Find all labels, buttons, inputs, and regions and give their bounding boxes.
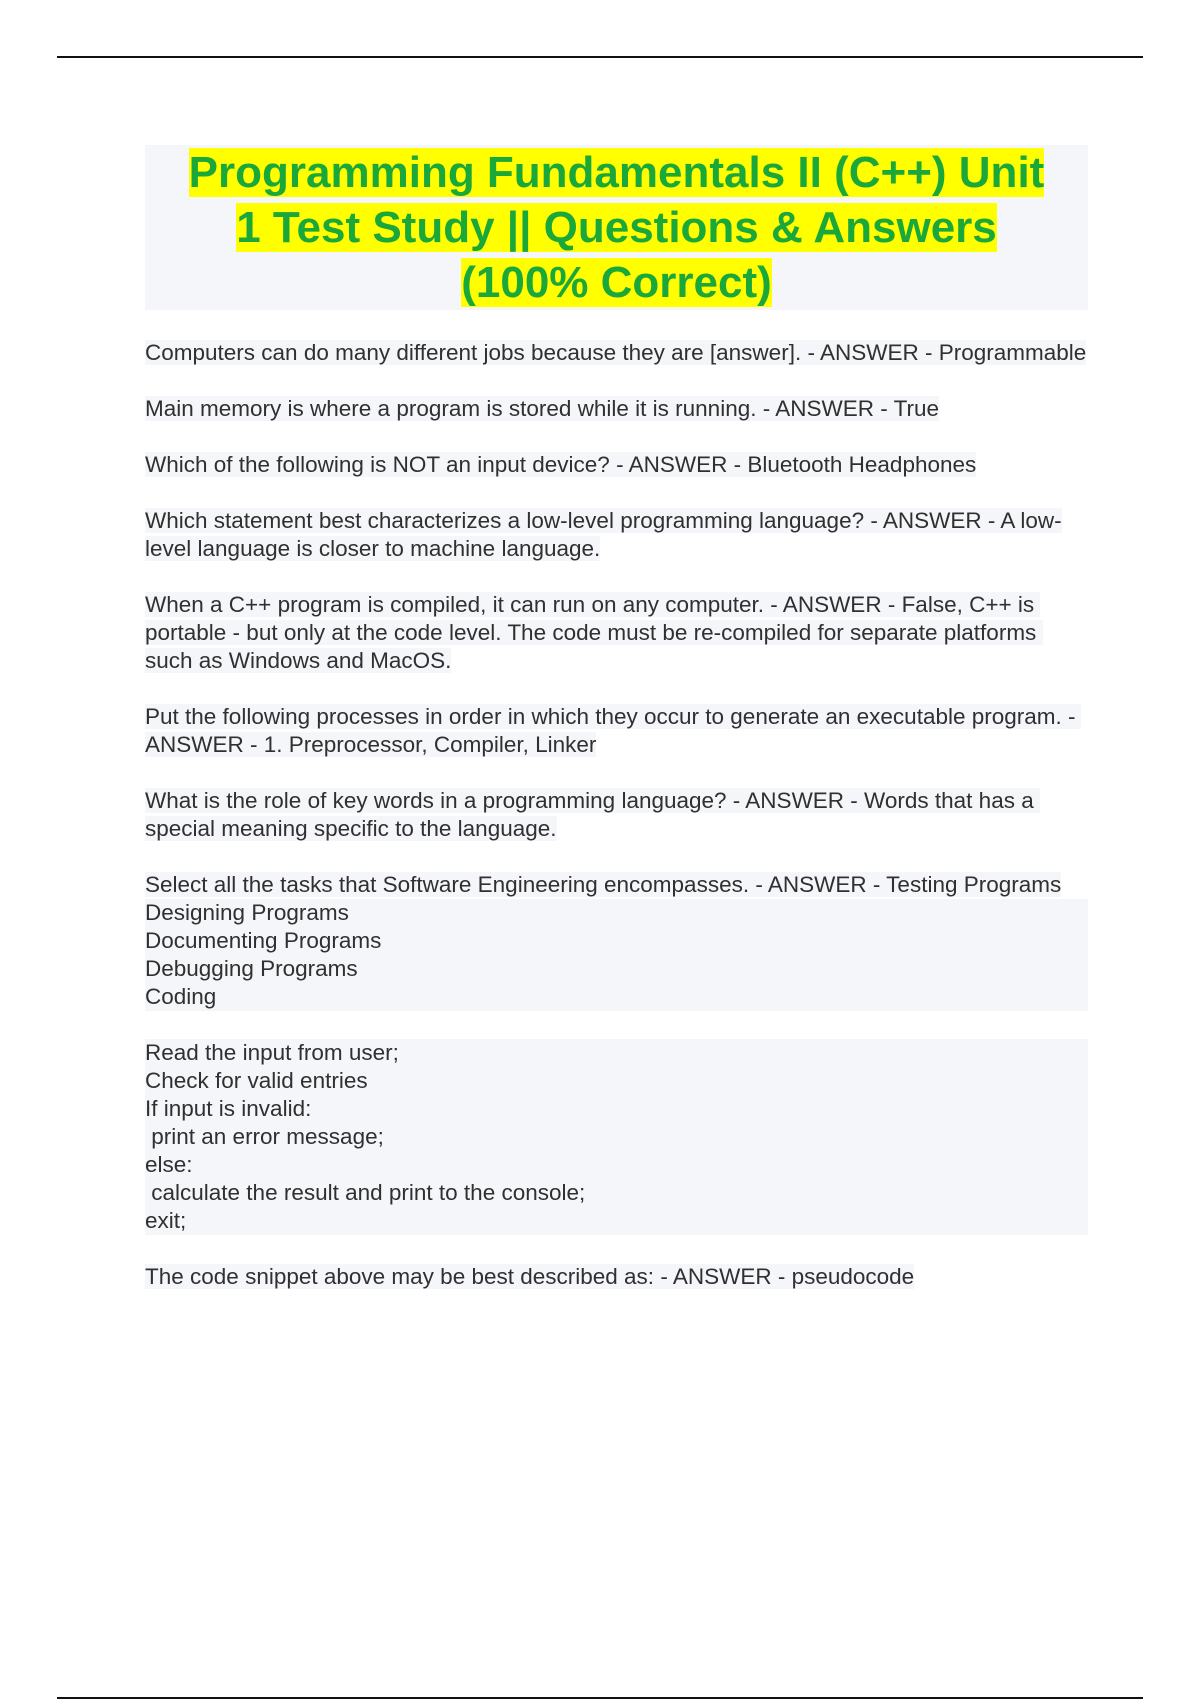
answer-text: Coding	[145, 984, 217, 1009]
code-line	[145, 1207, 1088, 1235]
qa-text: Select all the tasks that Software Engineering encompasses. - ANSWER - Testing Programs	[145, 872, 1062, 897]
pseudocode-block	[145, 1039, 1088, 1235]
document-title	[145, 145, 1088, 310]
answer-text: Debugging Programs	[145, 956, 358, 981]
code-text: print an error message;	[145, 1124, 384, 1149]
qa-item	[145, 339, 1088, 367]
answer-line	[145, 927, 1088, 955]
code-text: Read the input from user;	[145, 1040, 399, 1065]
qa-item	[145, 451, 1088, 479]
qa-text: Put the following processes in order in which they occur to generate an executable program. - ANSWER - 1. Preprocessor, Compiler, Linker	[145, 704, 1081, 757]
top-rule	[57, 56, 1143, 58]
qa-text: What is the role of key words in a programming language? - ANSWER - Words that has a special meaning specific to the language.	[145, 788, 1040, 841]
qa-item	[145, 787, 1088, 843]
answer-line	[145, 899, 1088, 927]
qa-item	[145, 1263, 1088, 1291]
title-line-1: Programming Fundamentals II (C++) Unit	[188, 148, 1045, 197]
qa-text: The code snippet above may be best described as: - ANSWER - pseudocode	[145, 1264, 915, 1289]
qa-text: Main memory is where a program is stored while it is running. - ANSWER - True	[145, 396, 940, 421]
code-line	[145, 1179, 1088, 1207]
title-line-3: (100% Correct)	[461, 258, 772, 307]
code-text: calculate the result and print to the console;	[145, 1180, 586, 1205]
code-text: If input is invalid:	[145, 1096, 312, 1121]
qa-text: Which of the following is NOT an input device? - ANSWER - Bluetooth Headphones	[145, 452, 977, 477]
document-body	[145, 339, 1088, 1319]
qa-item	[145, 507, 1088, 563]
code-text: exit;	[145, 1208, 187, 1233]
code-line	[145, 1095, 1088, 1123]
qa-text: Which statement best characterizes a low-level programming language? - ANSWER - A low-level language is closer to machine language.	[145, 508, 1062, 561]
bottom-rule	[57, 1697, 1143, 1699]
qa-item	[145, 395, 1088, 423]
code-text: else:	[145, 1152, 193, 1177]
answer-text: Documenting Programs	[145, 928, 382, 953]
code-text: Check for valid entries	[145, 1068, 368, 1093]
qa-item	[145, 591, 1088, 675]
answer-text: Designing Programs	[145, 900, 349, 925]
qa-text: When a C++ program is compiled, it can run on any computer. - ANSWER - False, C++ is portable - but only at the code level. The code must be re-compiled for separate platforms such as Windows and MacOS.	[145, 592, 1043, 673]
qa-item	[145, 703, 1088, 759]
title-heading	[145, 145, 1088, 310]
title-line-2: 1 Test Study || Questions & Answers	[236, 203, 997, 252]
answer-line	[145, 983, 1088, 1011]
code-line	[145, 1039, 1088, 1067]
qa-text: Computers can do many different jobs because they are [answer]. - ANSWER - Programmable	[145, 340, 1087, 365]
code-line	[145, 1123, 1088, 1151]
code-line	[145, 1067, 1088, 1095]
code-line	[145, 1151, 1088, 1179]
answer-line	[145, 955, 1088, 983]
software-engineering-item	[145, 871, 1088, 1011]
